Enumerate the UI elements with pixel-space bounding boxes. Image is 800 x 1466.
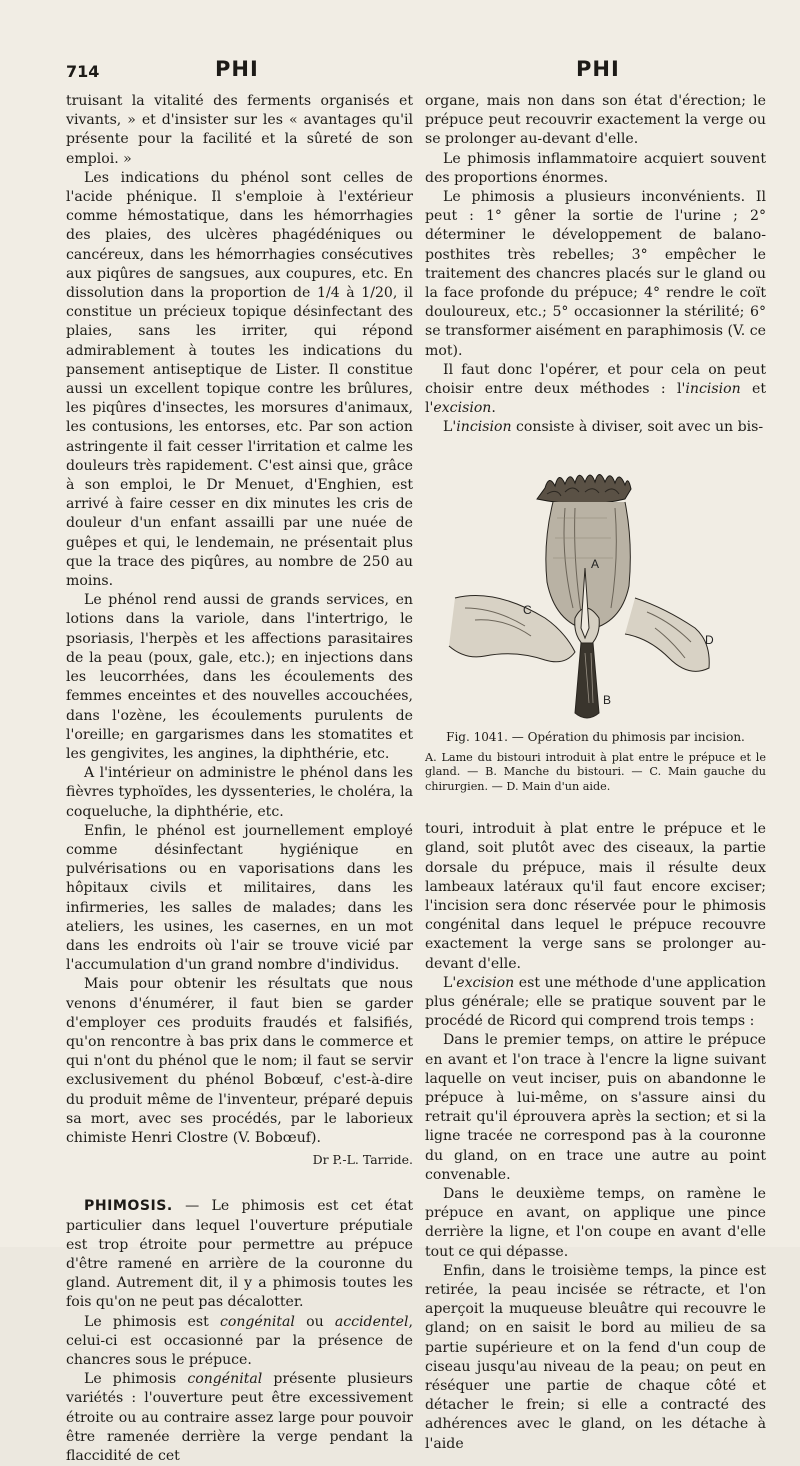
right-column <box>425 92 766 1454</box>
italic-term: excision <box>433 400 492 417</box>
left-column <box>66 92 413 1466</box>
text-run: est une méthode d'une application plus générale; elle se pratique souvent par le procédé de Ricord qui comprend trois temps : <box>425 974 766 1030</box>
text-run: L' <box>443 974 457 991</box>
entry-paragraph <box>66 1197 413 1312</box>
paragraph: A l'intérieur on administre le phénol dans les fièvres typhoïdes, les dyssenteries, le choléra, la coqueluche, la diphthérie, etc. <box>66 765 413 820</box>
paragraph: Dans le premier temps, on attire le prépuce en avant et l'on trace à l'encre la ligne suivant laquelle on veut inciser, puis on abandonne le prépuce à lui-même, on s'assure ainsi du retrait qu'il éprouvera après la section; et si la ligne tracée ne correspond pas à la couronne du gland, on en trace une autre au point convenable. <box>425 1032 766 1183</box>
figure-phimosis-incision <box>425 448 766 728</box>
text-run: Le phimosis est <box>84 1313 220 1330</box>
paragraph: organe, mais non dans son état d'érection; le prépuce peut recouvrir exactement la verge ou se prolonger au-devant d'elle. <box>425 93 766 148</box>
text-run: L' <box>443 419 457 436</box>
text-run: . <box>491 400 496 417</box>
text-run: ou <box>294 1313 335 1330</box>
text-run: Il faut donc l'opérer, et pour cela on peut choisir entre deux méthodes : l' <box>425 361 766 398</box>
figure-label-a: A <box>591 556 600 571</box>
text-run: , celui-ci est occasionné par la présence de chancres sous le prépuce. <box>66 1313 413 1368</box>
running-title-right: PHI <box>576 57 620 81</box>
paragraph <box>66 1370 413 1466</box>
paragraph <box>66 1313 413 1371</box>
paragraph: truisant la vitalité des ferments organisés et vivants, » et d'insister sur les « avantages qu'il présente pour la facilité et la sûreté de son emploi. » <box>66 93 413 167</box>
figure-label-b: B <box>603 692 612 707</box>
figure-label-c: C <box>523 602 532 617</box>
paragraph <box>425 418 766 437</box>
figure-label-d: D <box>705 632 714 647</box>
running-title-left: PHI <box>215 57 259 81</box>
paragraph: Le phimosis inflammatoire acquiert souvent des proportions énormes. <box>425 150 766 186</box>
text-run: et l' <box>425 381 767 417</box>
paragraph: Mais pour obtenir les résultats que nous venons d'énumérer, il faut bien se garder d'employer ces produits fraudés et falsifiés, qu'on rencontre à bas prix dans le commerce et qui n'ont du phénol que le nom; il faut se servir exclusivement du phénol Bobœuf, c'est-à-dire du produit même de l'inventeur, préparé depuis sa mort, avec ses procédés, par le laborieux chimiste Henri Clostre (V. Bobœuf). <box>66 976 413 1146</box>
page-header <box>66 52 780 84</box>
entry-text: — Le phimosis est cet état particulier dans lequel l'ouverture préputiale est trop étroite pour permettre au prépuce d'être ramené en arrière de la couronne du gland. Autrement dit, il y a phimosis toutes les fois qu'on ne peut pas décalotter. <box>66 1198 413 1311</box>
paragraph: Enfin, le phénol est journellement employé comme désinfectant hygiénique en pulvérisations ou en vaporisations dans les hôpitaux civils et militaires, dans les infirmeries, les salles de malades; dans les ateliers, les usines, les casernes, en un mot dans les endroits où l'air se trouve vicié par l'accumulation d'un grand nombre d'individus. <box>66 822 413 974</box>
figure-caption: Fig. 1041. — Opération du phimosis par incision. <box>446 729 745 744</box>
italic-term: congénital <box>219 1313 295 1330</box>
entry-term: PHIMOSIS. <box>84 1198 173 1215</box>
text-run: Le phimosis <box>84 1371 188 1388</box>
italic-term: accidentel <box>334 1313 409 1330</box>
paragraph <box>425 361 766 419</box>
italic-term: incision <box>456 419 512 436</box>
italic-term: excision <box>456 974 515 991</box>
text-run: consiste à diviser, soit avec un bis- <box>511 419 764 436</box>
author-signature: Dr P.-L. Tarride. <box>312 1152 413 1168</box>
italic-term: incision <box>685 381 741 398</box>
paragraph <box>425 974 766 1032</box>
paragraph: touri, introduit à plat entre le prépuce et le gland, soit plutôt avec des ciseaux, la partie dorsale du prépuce, mais il résulte deux lambeaux latéraux qu'il faut encore exciser; l'incision sera donc réservée pour le phimosis congénital dans lequel le prépuce recouvre exactement la verge sans se prolonger au-devant d'elle. <box>425 821 766 972</box>
text-run: présente plusieurs variétés : l'ouverture peut être excessivement étroite ou au contraire assez large pour pouvoir être ramenée derrière la verge pendant la flaccidité de cet <box>66 1371 413 1465</box>
italic-term: congénital <box>187 1371 263 1388</box>
paragraph: Le phimosis a plusieurs inconvénients. Il peut : 1° gêner la sortie de l'urine ; 2° déterminer le développement de balano-posthites très rebelles; 3° empêcher le traitement des chancres placés sur le gland ou la face profonde du prépuce; 4° rendre le coït douloureux, etc.; 5° occasionner la stérilité; 6° se transformer aisément en paraphimosis (V. ce mot). <box>425 189 766 359</box>
paragraph: Les indications du phénol sont celles de l'acide phénique. Il s'emploie à l'extérieur comme hémostatique, dans les hémorrhagies des plaies, des ulcères phagédéniques ou cancéreux, dans les hémorrhagies consécutives aux piqûres de sangsues, aux coupures, etc. En dissolution dans la proportion de 1/4 à 1/20, il constitue un précieux topique désinfectant des plaies, sans les irriter, qui répond admirablement à toutes les indications du pansement antiseptique de Lister. Il constitue aussi un excellent topique contre les brûlures, les piqûres d'insectes, les morsures d'animaux, les contusions, les entorses, etc. Par son action astringente il fait cesser l'irritation et calme les douleurs très rapidement. C'est ainsi que, grâce à son emploi, le Dr Menuet, d'Enghien, est arrivé à faire cesser en dix minutes les cris de douleur d'un enfant assailli par une nuée de guêpes et qui, le lendemain, ne présentait plus que la trace des piqûres, au nombre de 250 au moins. <box>66 169 413 590</box>
engraving-illustration <box>425 448 766 728</box>
figure-legend: A. Lame du bistouri introduit à plat entre le prépuce et le gland. — B. Manche du bistouri. — C. Main gauche du chirurgien. — D. Main d'un aide. <box>425 750 766 793</box>
paragraph: Enfin, dans le troisième temps, la pince est retirée, la peau incisée se rétracte, et l'on aperçoit la muqueuse bleuâtre qui recouvre le gland; on en saisit le bord au milieu de sa partie supérieure et on la fend d'un coup de ciseau jusqu'au niveau de la peau; on peut en réséquer une partie de chaque côté et détacher le frein; si elle a contracté des adhérences avec le gland, on les détache à l'aide <box>425 1262 766 1452</box>
page-number: 714 <box>66 62 100 81</box>
paragraph: Le phénol rend aussi de grands services, en lotions dans la variole, dans l'intertrigo, le psoriasis, l'herpès et les affections parasitaires de la peau (poux, gale, etc.); en injections dans les leucorrhées, dans les écoulements des femmes enceintes et des nouvelles accouchées, dans l'ozène, les écoulements purulents de l'oreille; en gargarismes dans les stomatites et les gengivites, les angines, la diphthérie, etc. <box>66 592 413 762</box>
paragraph: Dans le deuxième temps, on ramène le prépuce en avant, on applique une pince derrière la ligne, et l'on coupe en avant d'elle tout ce qui dépasse. <box>425 1186 766 1260</box>
